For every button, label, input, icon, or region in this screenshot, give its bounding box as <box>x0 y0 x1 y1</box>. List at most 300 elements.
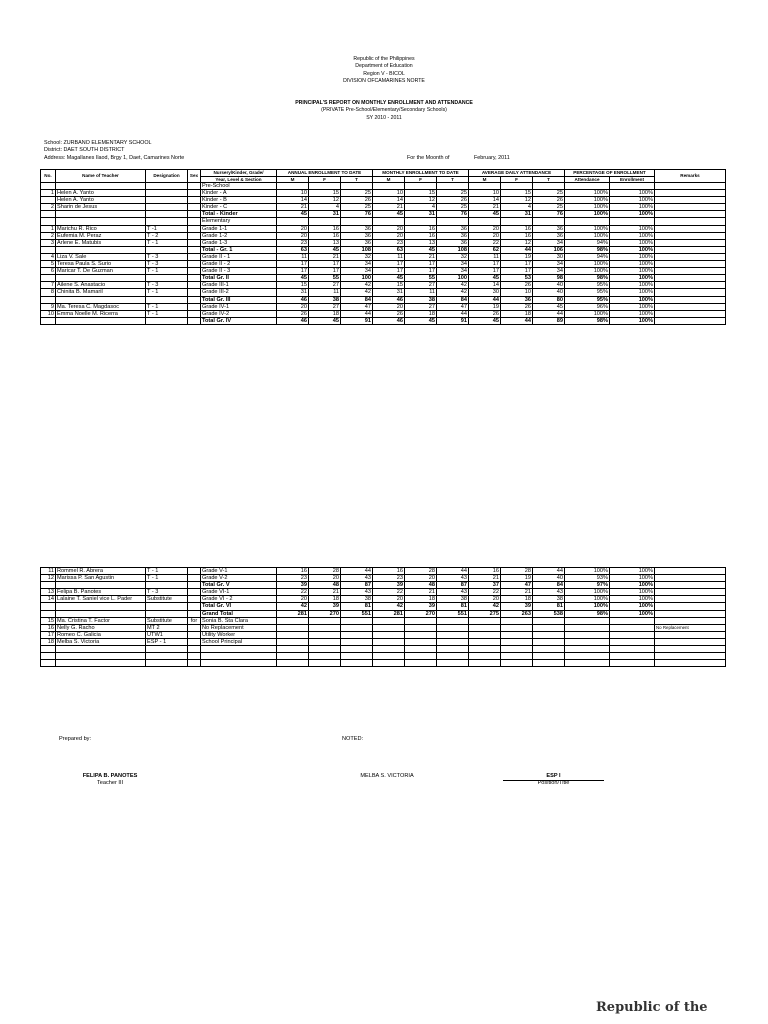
table-row <box>41 261 726 268</box>
value-cell: 26 <box>501 303 533 310</box>
remarks-cell <box>655 190 726 197</box>
teacher-name-cell: Marissa P. San Agustin <box>56 575 146 582</box>
value-cell: 45 <box>469 211 501 218</box>
value-cell: 100% <box>610 211 655 218</box>
remarks-cell <box>655 317 726 324</box>
row-number-cell: 4 <box>41 253 56 260</box>
row-number-cell <box>41 275 56 282</box>
value-cell: 40 <box>533 575 565 582</box>
value-cell: 100% <box>565 568 610 575</box>
sex-cell <box>188 261 201 268</box>
remarks-cell <box>655 603 726 610</box>
table-row <box>41 653 726 660</box>
value-cell: 39 <box>277 582 309 589</box>
value-cell <box>610 631 655 638</box>
value-cell: 31 <box>501 211 533 218</box>
value-cell <box>610 617 655 624</box>
value-cell: 100% <box>610 296 655 303</box>
teacher-name-cell: Eufemia M. Peraz <box>56 232 146 239</box>
remarks-cell <box>655 582 726 589</box>
value-cell: 12 <box>405 197 437 204</box>
value-cell <box>610 183 655 190</box>
value-cell: 13 <box>309 239 341 246</box>
teacher-name-cell: Melba S. Victoria <box>56 638 146 645</box>
value-cell <box>277 218 309 225</box>
value-cell <box>341 617 373 624</box>
grade-level-cell: Grade V-1 <box>201 568 277 575</box>
value-cell: 81 <box>437 603 469 610</box>
value-cell: 42 <box>373 603 405 610</box>
value-cell: 11 <box>469 253 501 260</box>
sex-cell <box>188 239 201 246</box>
value-cell <box>437 646 469 653</box>
sex-cell <box>188 568 201 575</box>
value-cell: 17 <box>501 261 533 268</box>
value-cell: 100% <box>610 268 655 275</box>
value-cell: 281 <box>373 610 405 617</box>
value-cell: 84 <box>533 582 565 589</box>
value-cell <box>405 660 437 667</box>
value-cell <box>341 624 373 631</box>
value-cell: 100% <box>610 589 655 596</box>
value-cell <box>610 218 655 225</box>
value-cell: 100% <box>610 610 655 617</box>
remarks-cell <box>655 275 726 282</box>
value-cell: 100% <box>610 582 655 589</box>
col-annual-f: F <box>309 176 341 183</box>
value-cell: 100% <box>610 282 655 289</box>
value-cell: 17 <box>469 261 501 268</box>
value-cell <box>277 660 309 667</box>
remarks-cell <box>655 631 726 638</box>
value-cell: 4 <box>309 204 341 211</box>
value-cell: 39 <box>501 603 533 610</box>
row-number-cell <box>41 218 56 225</box>
value-cell: 20 <box>277 303 309 310</box>
value-cell <box>341 631 373 638</box>
value-cell: 100% <box>610 317 655 324</box>
grade-level-cell: No Replacement <box>201 624 277 631</box>
sex-cell: for <box>188 617 201 624</box>
grade-level-cell: Grade VI-1 <box>201 589 277 596</box>
remarks-cell <box>655 596 726 603</box>
value-cell: 44 <box>533 568 565 575</box>
teacher-name-cell: Helen A. Yanto <box>56 197 146 204</box>
grade-level-cell: Grade II - 2 <box>201 261 277 268</box>
remarks-cell <box>655 246 726 253</box>
grade-level-cell: Grand Total <box>201 610 277 617</box>
teacher-name-cell: Arlene E. Matubis <box>56 239 146 246</box>
remarks-cell <box>655 296 726 303</box>
value-cell: 62 <box>469 246 501 253</box>
value-cell: 19 <box>501 575 533 582</box>
value-cell: 63 <box>373 246 405 253</box>
sex-cell <box>188 253 201 260</box>
remarks-cell <box>655 303 726 310</box>
value-cell: 21 <box>309 253 341 260</box>
value-cell: 16 <box>277 568 309 575</box>
row-number-cell <box>41 296 56 303</box>
value-cell: 100% <box>610 303 655 310</box>
value-cell <box>610 653 655 660</box>
month-label: For the Moonth of <box>407 155 450 161</box>
teacher-name-cell: Ailene S. Anastacio <box>56 282 146 289</box>
value-cell <box>437 638 469 645</box>
value-cell: 16 <box>405 225 437 232</box>
value-cell: 100% <box>565 261 610 268</box>
sex-cell <box>188 225 201 232</box>
remarks-cell <box>655 197 726 204</box>
col-monthly-f: F <box>405 176 437 183</box>
value-cell: 44 <box>501 317 533 324</box>
value-cell: 26 <box>437 197 469 204</box>
value-cell: 34 <box>341 268 373 275</box>
row-number-cell <box>41 653 56 660</box>
header-region: Region V - BICOL <box>363 70 405 77</box>
noted-label: NOTED: <box>342 736 364 742</box>
value-cell <box>437 218 469 225</box>
value-cell: 21 <box>309 589 341 596</box>
remarks-cell <box>655 289 726 296</box>
table-row <box>41 603 726 610</box>
value-cell: 94% <box>565 239 610 246</box>
value-cell: 42 <box>277 603 309 610</box>
teacher-name-cell: Emma Noelle M. Ricerra <box>56 310 146 317</box>
value-cell: 22 <box>277 589 309 596</box>
designation-cell <box>146 582 188 589</box>
value-cell: 43 <box>437 589 469 596</box>
value-cell: 93% <box>565 575 610 582</box>
value-cell: 97% <box>565 582 610 589</box>
value-cell <box>405 183 437 190</box>
value-cell: 46 <box>277 317 309 324</box>
value-cell: 44 <box>501 246 533 253</box>
value-cell: 34 <box>341 261 373 268</box>
designation-cell <box>146 317 188 324</box>
value-cell <box>277 638 309 645</box>
value-cell: 98% <box>565 317 610 324</box>
remarks-cell <box>655 568 726 575</box>
value-cell <box>533 183 565 190</box>
value-cell: 44 <box>437 310 469 317</box>
value-cell <box>309 646 341 653</box>
grade-level-cell: Kinder - B <box>201 197 277 204</box>
value-cell: 31 <box>405 211 437 218</box>
grade-level-cell: Grade III-1 <box>201 282 277 289</box>
value-cell: 31 <box>373 289 405 296</box>
grade-level-cell: Total - Gr. 1 <box>201 246 277 253</box>
grade-level-cell: Total Gr. V <box>201 582 277 589</box>
header-department: Department of Education <box>355 63 413 70</box>
value-cell <box>373 218 405 225</box>
col-enrollment: Enrollment <box>610 176 655 183</box>
row-number-cell: 10 <box>41 310 56 317</box>
value-cell <box>610 638 655 645</box>
sex-cell <box>188 197 201 204</box>
sex-cell <box>188 303 201 310</box>
table-row <box>41 303 726 310</box>
value-cell: 12 <box>309 197 341 204</box>
col-average-m: M <box>469 176 501 183</box>
grade-level-cell <box>201 660 277 667</box>
value-cell <box>533 218 565 225</box>
value-cell: 44 <box>437 568 469 575</box>
grade-level-cell: Utility Worker <box>201 631 277 638</box>
sex-cell <box>188 624 201 631</box>
teacher-name-cell: Ma. Teresa C. Magdasoc <box>56 303 146 310</box>
teacher-name-cell <box>56 296 146 303</box>
value-cell: 10 <box>501 289 533 296</box>
col-monthly-m: M <box>373 176 405 183</box>
value-cell: 14 <box>469 282 501 289</box>
value-cell <box>309 631 341 638</box>
value-cell: 40 <box>533 289 565 296</box>
row-number-cell: 18 <box>41 638 56 645</box>
designation-cell <box>146 275 188 282</box>
value-cell: 42 <box>341 282 373 289</box>
col-annual-m: M <box>277 176 309 183</box>
sex-cell <box>188 282 201 289</box>
school-address: Address: Magallanes Ilaod, Brgy 1, Daet, Camarines Norte <box>44 154 185 161</box>
grade-level-cell: Grade II - 3 <box>201 268 277 275</box>
row-number-cell <box>41 246 56 253</box>
value-cell: 91 <box>437 317 469 324</box>
value-cell <box>610 624 655 631</box>
table-row <box>41 582 726 589</box>
designation-cell <box>146 246 188 253</box>
remarks-cell <box>655 183 726 190</box>
value-cell: 17 <box>405 268 437 275</box>
grade-level-cell: Grade V-2 <box>201 575 277 582</box>
row-number-cell: 14 <box>41 596 56 603</box>
col-attendance: Attendance <box>565 176 610 183</box>
enrollment-table-upper <box>40 169 726 325</box>
table-row <box>41 660 726 667</box>
value-cell <box>309 218 341 225</box>
value-cell: 34 <box>437 268 469 275</box>
value-cell: 15 <box>405 190 437 197</box>
value-cell <box>373 624 405 631</box>
value-cell: 100% <box>610 603 655 610</box>
value-cell <box>533 631 565 638</box>
value-cell <box>610 660 655 667</box>
col-no: No. <box>41 170 56 183</box>
value-cell: 11 <box>309 289 341 296</box>
teacher-name-cell <box>56 653 146 660</box>
value-cell: 20 <box>469 596 501 603</box>
value-cell <box>469 617 501 624</box>
value-cell: 27 <box>309 282 341 289</box>
value-cell: 100% <box>610 232 655 239</box>
value-cell: 106 <box>533 246 565 253</box>
grade-level-cell: Kinder - C <box>201 204 277 211</box>
value-cell <box>437 624 469 631</box>
value-cell: 100% <box>565 232 610 239</box>
row-number-cell: 13 <box>41 589 56 596</box>
value-cell <box>373 617 405 624</box>
designation-cell <box>146 296 188 303</box>
table-row <box>41 183 726 190</box>
value-cell: 36 <box>437 232 469 239</box>
value-cell: 42 <box>437 289 469 296</box>
value-cell <box>405 624 437 631</box>
value-cell: 76 <box>437 211 469 218</box>
grade-level-cell: Total - Kinder <box>201 211 277 218</box>
value-cell: 16 <box>309 232 341 239</box>
value-cell: 100% <box>565 204 610 211</box>
value-cell: 95% <box>565 289 610 296</box>
value-cell: 11 <box>405 289 437 296</box>
value-cell <box>469 638 501 645</box>
value-cell: 40 <box>533 282 565 289</box>
value-cell: 32 <box>341 253 373 260</box>
table-row <box>41 646 726 653</box>
row-number-cell <box>41 317 56 324</box>
value-cell: 100% <box>565 310 610 317</box>
grade-level-cell <box>201 653 277 660</box>
table-row <box>41 197 726 204</box>
designation-cell: T - 1 <box>146 575 188 582</box>
value-cell: 42 <box>469 603 501 610</box>
value-cell <box>341 660 373 667</box>
value-cell: 26 <box>533 197 565 204</box>
value-cell <box>501 183 533 190</box>
value-cell: 20 <box>469 225 501 232</box>
teacher-name-cell <box>56 317 146 324</box>
value-cell: 38 <box>405 296 437 303</box>
value-cell: 37 <box>469 582 501 589</box>
value-cell: 100% <box>565 268 610 275</box>
table-row <box>41 246 726 253</box>
value-cell: 39 <box>309 603 341 610</box>
value-cell: 36 <box>533 232 565 239</box>
sex-cell <box>188 596 201 603</box>
signature-line <box>503 780 604 781</box>
value-cell: 19 <box>501 253 533 260</box>
remarks-cell <box>655 638 726 645</box>
remarks-cell <box>655 268 726 275</box>
remarks-cell <box>655 610 726 617</box>
value-cell: 22 <box>373 589 405 596</box>
value-cell: 34 <box>533 239 565 246</box>
value-cell: 12 <box>501 197 533 204</box>
table-row <box>41 190 726 197</box>
designation-cell: Substitute <box>146 617 188 624</box>
teacher-name-cell: Felipa B. Panotes <box>56 589 146 596</box>
row-number-cell: 1 <box>41 190 56 197</box>
table-row <box>41 310 726 317</box>
value-cell: 23 <box>277 239 309 246</box>
sex-cell <box>188 603 201 610</box>
value-cell: 25 <box>437 190 469 197</box>
value-cell: 100% <box>610 275 655 282</box>
value-cell: 18 <box>501 310 533 317</box>
teacher-name-cell <box>56 275 146 282</box>
prepared-by-label: Prepared by: <box>59 736 92 742</box>
sex-cell <box>188 631 201 638</box>
value-cell: 36 <box>437 225 469 232</box>
value-cell: 98 <box>533 275 565 282</box>
row-number-cell: 6 <box>41 268 56 275</box>
row-number-cell: 17 <box>41 631 56 638</box>
value-cell: 11 <box>373 253 405 260</box>
value-cell: 18 <box>309 596 341 603</box>
value-cell: 45 <box>309 246 341 253</box>
row-number-cell: 3 <box>41 239 56 246</box>
value-cell: 39 <box>373 582 405 589</box>
position-value: ESP I <box>546 773 561 779</box>
value-cell: 100% <box>565 211 610 218</box>
teacher-name-cell: Lalaine T. Saniel vice L. Pader <box>56 596 146 603</box>
designation-cell: T - 3 <box>146 589 188 596</box>
teacher-name-cell: Maricar T. De Guzman <box>56 268 146 275</box>
sex-cell <box>188 660 201 667</box>
value-cell: 36 <box>341 239 373 246</box>
value-cell: 275 <box>469 610 501 617</box>
designation-cell: T - 1 <box>146 303 188 310</box>
value-cell: 42 <box>341 289 373 296</box>
value-cell: 91 <box>341 317 373 324</box>
sex-cell <box>188 275 201 282</box>
sex-cell <box>188 589 201 596</box>
sex-cell <box>188 289 201 296</box>
value-cell: 17 <box>501 268 533 275</box>
school-district: District: DAET SOUTH DISTRICT <box>44 147 125 154</box>
table-row <box>41 624 726 631</box>
value-cell: 46 <box>373 296 405 303</box>
value-cell <box>309 660 341 667</box>
teacher-name-cell <box>56 183 146 190</box>
remarks-cell <box>655 660 726 667</box>
value-cell: 95% <box>565 282 610 289</box>
value-cell <box>501 218 533 225</box>
header-division: DIVISION OFCAMARINES NORTE <box>343 78 425 85</box>
designation-cell: T - 1 <box>146 289 188 296</box>
sex-cell <box>188 296 201 303</box>
grade-level-cell: Kinder - A <box>201 190 277 197</box>
designation-cell: MT 2 <box>146 624 188 631</box>
row-number-cell: 12 <box>41 575 56 582</box>
value-cell: 43 <box>437 575 469 582</box>
value-cell <box>501 617 533 624</box>
value-cell: 14 <box>373 197 405 204</box>
value-cell: 45 <box>469 317 501 324</box>
value-cell: 25 <box>341 204 373 211</box>
value-cell <box>469 218 501 225</box>
month-value: February, 2011 <box>474 155 510 161</box>
value-cell: 100% <box>565 190 610 197</box>
value-cell: 36 <box>341 225 373 232</box>
value-cell: 100% <box>610 289 655 296</box>
value-cell: 281 <box>277 610 309 617</box>
value-cell: 34 <box>533 268 565 275</box>
value-cell: 27 <box>405 282 437 289</box>
value-cell: 100% <box>610 246 655 253</box>
value-cell: 21 <box>405 253 437 260</box>
value-cell <box>533 638 565 645</box>
value-cell: 25 <box>341 190 373 197</box>
designation-cell <box>146 653 188 660</box>
value-cell: 76 <box>533 211 565 218</box>
value-cell <box>565 631 610 638</box>
remarks-cell <box>655 211 726 218</box>
col-annual: ANNUAL ENROLLMENT TO DATE <box>277 170 373 177</box>
value-cell: 48 <box>309 582 341 589</box>
row-number-cell: 11 <box>41 568 56 575</box>
teacher-name-cell <box>56 211 146 218</box>
value-cell <box>277 653 309 660</box>
teacher-name-cell <box>56 603 146 610</box>
